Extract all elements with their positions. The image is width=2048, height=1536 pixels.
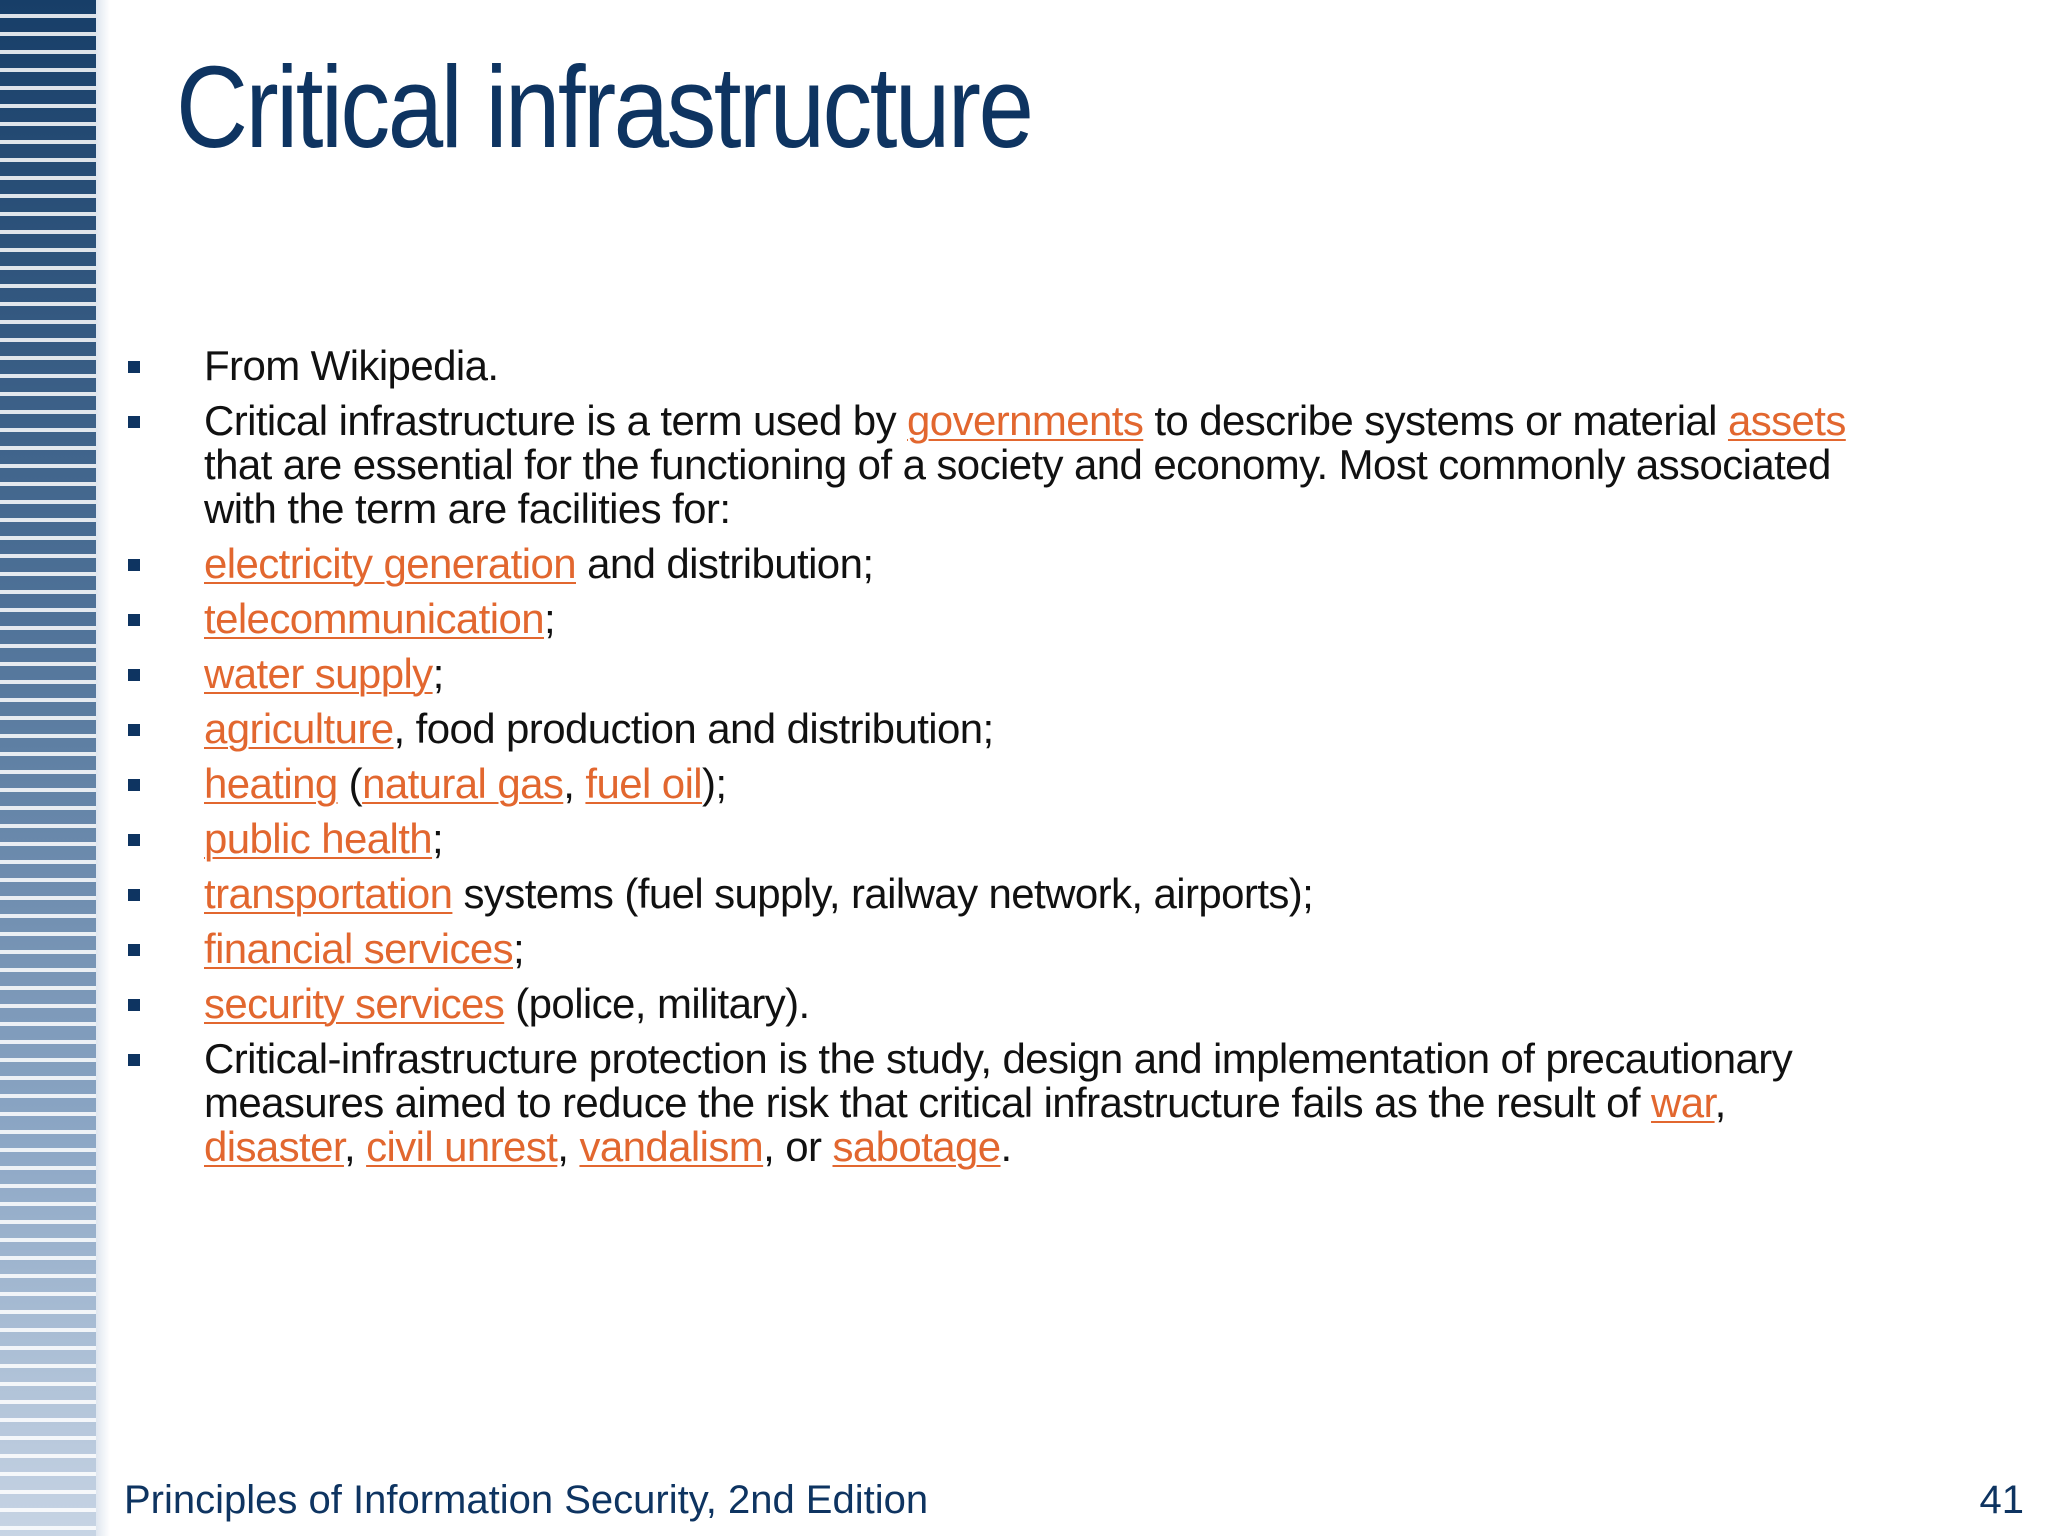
- wiki-link[interactable]: heating: [204, 760, 338, 807]
- wiki-link[interactable]: telecommunication: [204, 595, 544, 642]
- wiki-link[interactable]: vandalism: [579, 1123, 764, 1170]
- slide-title: Critical infrastructure: [176, 42, 1032, 172]
- bullet-item: [120, 1037, 1860, 1169]
- wiki-link[interactable]: financial services: [204, 925, 513, 972]
- bullet-text-segment: ,: [563, 760, 586, 807]
- bullet-square-icon: [128, 779, 140, 791]
- wiki-link[interactable]: natural gas: [362, 760, 564, 807]
- bullet-text-segment: ,: [343, 1123, 367, 1170]
- bullet-text-segment: Critical infrastructure is a term used by: [204, 397, 908, 444]
- bullet-text-segment: ;: [432, 815, 444, 862]
- footer-text: Principles of Information Security, 2nd Edition: [124, 1478, 929, 1522]
- decorative-sidebar: [0, 0, 96, 1536]
- bullet-text: [204, 652, 1860, 696]
- bullet-square-icon: [128, 944, 140, 956]
- wiki-link[interactable]: sabotage: [832, 1123, 1001, 1170]
- bullet-square-icon: [128, 999, 140, 1011]
- wiki-link[interactable]: civil unrest: [366, 1123, 558, 1170]
- bullet-item: [120, 344, 1860, 388]
- wiki-link[interactable]: electricity generation: [204, 540, 576, 587]
- wiki-link[interactable]: fuel oil: [585, 760, 703, 807]
- bullet-text-segment: and distribution;: [576, 540, 874, 587]
- bullet-text-segment: ,: [1714, 1079, 1726, 1126]
- bullet-item: [120, 982, 1860, 1026]
- bullet-square-icon: [128, 669, 140, 681]
- bullet-text-segment: From Wikipedia.: [204, 342, 499, 389]
- bullet-text-segment: ;: [543, 595, 556, 642]
- bullet-text-segment: );: [702, 760, 727, 807]
- bullet-square-icon: [128, 834, 140, 846]
- bullet-item: [120, 872, 1860, 916]
- bullet-square-icon: [128, 559, 140, 571]
- bullet-text-segment: that are essential for the functioning of a society and economy. Most commonly associated with the term are facilities for:: [204, 441, 1831, 532]
- bullet-text-segment: Critical-infrastructure protection is the study, design and implementation of precautionary measures aimed to reduce the risk that critical infrastructure fails as the result of: [204, 1035, 1793, 1126]
- bullet-item: [120, 597, 1860, 641]
- bullet-item: [120, 542, 1860, 586]
- bullet-item: [120, 707, 1860, 751]
- bullet-square-icon: [128, 724, 140, 736]
- bullet-text-segment: ,: [557, 1123, 580, 1170]
- wiki-link[interactable]: public health: [204, 815, 433, 862]
- bullet-text-segment: to describe systems or material: [1143, 397, 1728, 444]
- wiki-link[interactable]: transportation: [204, 870, 453, 917]
- bullet-text-segment: (police, military).: [504, 980, 810, 1027]
- bullet-text-segment: .: [1000, 1123, 1012, 1170]
- bullet-text-segment: , food production and distribution;: [393, 705, 994, 752]
- bullet-item: [120, 652, 1860, 696]
- wiki-link[interactable]: assets: [1727, 397, 1846, 444]
- bullet-text-segment: , or: [763, 1123, 833, 1170]
- bullet-text: [204, 542, 1860, 586]
- wiki-link[interactable]: agriculture: [204, 705, 394, 752]
- bullet-text-segment: (: [337, 760, 363, 807]
- bullet-text: [204, 597, 1860, 641]
- page-number: 41: [1979, 1478, 2024, 1522]
- bullet-text: [204, 762, 1860, 806]
- bullet-item: [120, 762, 1860, 806]
- wiki-link[interactable]: disaster: [204, 1123, 344, 1170]
- bullet-square-icon: [128, 416, 140, 428]
- bullet-item: [120, 817, 1860, 861]
- wiki-link[interactable]: security services: [204, 980, 505, 1027]
- bullet-list: [120, 344, 1860, 1180]
- bullet-text: [204, 982, 1860, 1026]
- wiki-link[interactable]: governments: [907, 397, 1144, 444]
- bullet-square-icon: [128, 889, 140, 901]
- bullet-text-segment: ;: [513, 925, 525, 972]
- bullet-text: [204, 817, 1860, 861]
- bullet-text: [204, 927, 1860, 971]
- wiki-link[interactable]: war: [1651, 1079, 1715, 1126]
- bullet-text: [204, 399, 1860, 531]
- bullet-square-icon: [128, 614, 140, 626]
- bullet-square-icon: [128, 361, 140, 373]
- bullet-item: [120, 399, 1860, 531]
- bullet-text: [204, 872, 1860, 916]
- bullet-text-segment: ;: [432, 650, 444, 697]
- bullet-text-segment: systems (fuel supply, railway network, airports);: [452, 870, 1314, 917]
- bullet-text: [204, 707, 1860, 751]
- bullet-text: [204, 1037, 1860, 1169]
- wiki-link[interactable]: water supply: [204, 650, 433, 697]
- bullet-square-icon: [128, 1054, 140, 1066]
- sidebar-stripes: [0, 0, 96, 1536]
- bullet-text: [204, 344, 1860, 388]
- sidebar-edge: [96, 0, 110, 1536]
- bullet-item: [120, 927, 1860, 971]
